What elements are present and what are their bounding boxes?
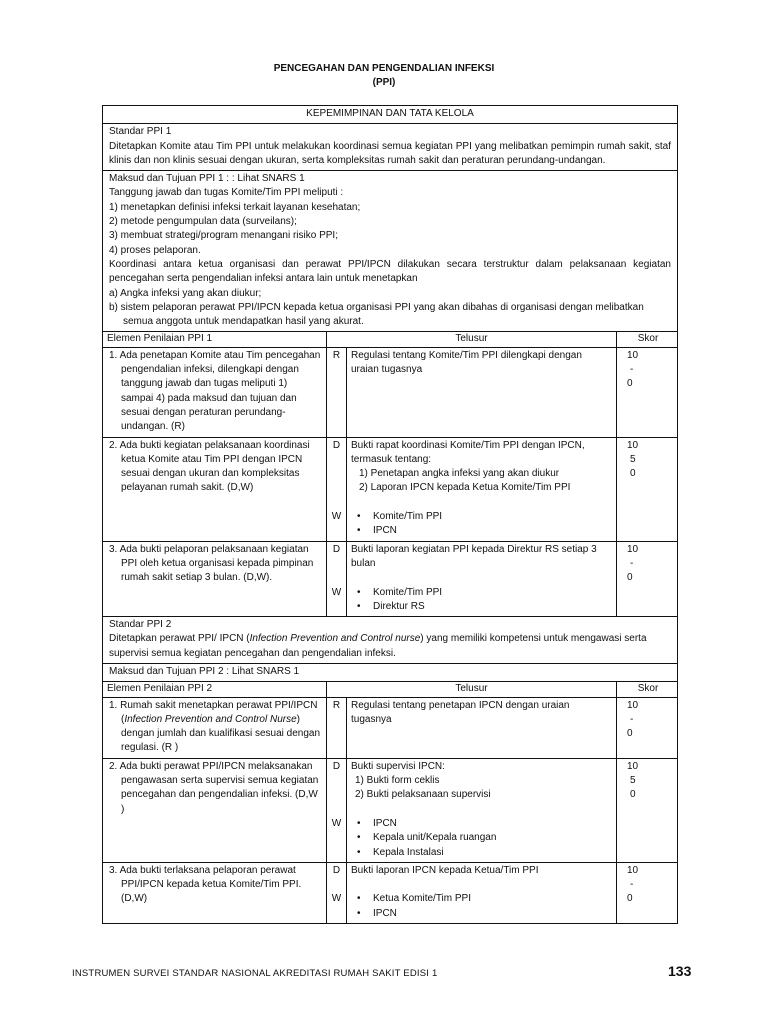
- list-item: 1) menetapkan definisi infeksi terkait layanan kesehatan;: [109, 201, 361, 213]
- skor-cell: 10 - 0: [627, 699, 639, 740]
- elemen-penilaian-text: 1. Ada penetapan Komite atau Tim pencegahan pengendalian infeksi, dilengkapi dengan tanggung jawab dan tugas meliputi 1) sampai 4) pada maksud dan tujuan dan sesuai dengan peraturan perundang-undangan. (R): [103, 348, 327, 437]
- method-marker: R: [327, 698, 347, 758]
- table-row: [102, 438, 678, 542]
- skor-cell: 10 - 0: [627, 543, 639, 584]
- table-row: [102, 542, 678, 617]
- standar-ppi-1: [102, 124, 678, 171]
- skor-cell: 10 5 0: [627, 760, 639, 801]
- method-marker: D W: [327, 438, 347, 541]
- document-title: PENCEGAHAN DAN PENGENDALIAN INFEKSI: [273, 63, 495, 74]
- method-marker: R: [327, 348, 347, 437]
- table-row: [102, 759, 678, 863]
- telusur-cell: Bukti rapat koordinasi Komite/Tim PPI dengan IPCN, termasuk tentang: 1) Penetapan angka infeksi yang akan diukur 2) Laporan IPCN kepada Ketua Komite/Tim PPI • Komite/Tim PPI • IPCN: [347, 438, 617, 541]
- table-row: [102, 348, 678, 438]
- standar-ppi-2: [102, 617, 678, 664]
- telusur-cell: Bukti laporan kegiatan PPI kepada Direktur RS setiap 3 bulan • Komite/Tim PPI • Direktur RS: [347, 542, 617, 616]
- elemen-penilaian-text: 3. Ada bukti pelaporan pelaksanaan kegiatan PPI oleh ketua organisasi kepada pimpinan rumah sakit setiap 3 bulan. (D,W).: [103, 542, 327, 616]
- page-number: 133: [668, 963, 692, 979]
- table-row: [102, 698, 678, 759]
- section-header: KEPEMIMPINAN DAN TATA KELOLA: [102, 105, 678, 124]
- header-telusur: Telusur: [327, 682, 617, 696]
- elemen-penilaian-text: 1. Rumah sakit menetapkan perawat PPI/IPCN (Infection Prevention and Control Nurse) dengan jumlah dan kualifikasi sesuai dengan regulasi. (R ): [103, 698, 327, 758]
- method-marker: D W: [327, 542, 347, 616]
- tugas-list: [109, 201, 671, 258]
- telusur-cell: Regulasi tentang Komite/Tim PPI dilengkapi dengan uraian tugasnya: [347, 348, 617, 437]
- maksud-tujuan-intro: Tanggung jawab dan tugas Komite/Tim PPI meliputi :: [109, 187, 344, 199]
- table-header-ppi-2: [102, 682, 678, 697]
- method-marker: D W: [327, 759, 347, 862]
- skor-cell: 10 - 0: [627, 864, 639, 905]
- table-header-ppi-1: [102, 332, 678, 347]
- telusur-cell: Bukti supervisi IPCN: 1) Bukti form ceklis 2) Bukti pelaksanaan supervisi • IPCN • Kepala unit/Kepala ruangan • Kepala Instalasi: [347, 759, 617, 862]
- maksud-tujuan-ppi-1-label: Maksud dan Tujuan PPI 1 : : Lihat SNARS 1: [109, 173, 305, 185]
- list-item: 2) metode pengumpulan data (surveilans);: [109, 216, 297, 228]
- header-skor: Skor: [637, 683, 659, 695]
- list-item: 4) proses pelaporan.: [109, 244, 201, 256]
- maksud-tujuan-paragraph: Koordinasi antara ketua organisasi dan perawat PPI/IPCN dilakukan secara terstruktur dalam pelaksanaan kegiatan pencegahan serta pengendalian infeksi antara lain untuk menetapkan: [109, 258, 671, 285]
- standar-ppi-2-label: Standar PPI 2: [109, 619, 172, 631]
- header-skor: Skor: [637, 333, 659, 345]
- header-elemen-penilaian: Elemen Penilaian PPI 1: [103, 332, 327, 346]
- method-marker: D W: [327, 863, 347, 923]
- document-subtitle: (PPI): [372, 77, 396, 88]
- table-row: [102, 863, 678, 924]
- standar-ppi-2-text: Ditetapkan perawat PPI/ IPCN (Infection Prevention and Control nurse) yang memiliki kompetensi untuk mengawasi serta supervisi semua kegiatan pencegahan dan pengendalian infeksi.: [109, 633, 647, 659]
- list-item: a) Angka infeksi yang akan diukur;: [109, 287, 262, 299]
- list-item: b) sistem pelaporan perawat PPI/IPCN kepada ketua organisasi PPI yang akan dibahas di organisasi dengan melibatkan semua anggota untuk mendapatkan hasil yang akurat.: [109, 301, 644, 328]
- elemen-penilaian-text: 3. Ada bukti terlaksana pelaporan perawat PPI/IPCN kepada ketua Komite/Tim PPI. (D,W): [103, 863, 327, 923]
- elemen-penilaian-text: 2. Ada bukti kegiatan pelaksanaan koordinasi ketua Komite atau Tim PPI dengan IPCN sesuai dengan ukuran dan kompleksitas pelayanan rumah sakit. (D,W): [103, 438, 327, 541]
- telusur-cell: Regulasi tentang penetapan IPCN dengan uraian tugasnya: [347, 698, 617, 758]
- menetapkan-list: [109, 287, 671, 330]
- header-telusur: Telusur: [327, 332, 617, 346]
- elemen-penilaian-text: 2. Ada bukti perawat PPI/IPCN melaksanakan pengawasan serta supervisi semua kegiatan pencegahan dan pengendalian infeksi. (D,W ): [103, 759, 327, 862]
- maksud-tujuan-ppi-1: [102, 171, 678, 332]
- footer-text: INSTRUMEN SURVEI STANDAR NASIONAL AKREDITASI RUMAH SAKIT EDISI 1: [72, 968, 438, 979]
- list-item: 3) membuat strategi/program menangani risiko PPI;: [109, 230, 338, 242]
- maksud-tujuan-ppi-2: Maksud dan Tujuan PPI 2 : Lihat SNARS 1: [102, 664, 678, 682]
- standards-table: [102, 105, 678, 924]
- telusur-cell: Bukti laporan IPCN kepada Ketua/Tim PPI • Ketua Komite/Tim PPI • IPCN: [347, 863, 617, 923]
- skor-cell: 10 - 0: [627, 349, 639, 390]
- header-elemen-penilaian: Elemen Penilaian PPI 2: [103, 682, 327, 696]
- standar-ppi-1-text: Ditetapkan Komite atau Tim PPI untuk melakukan koordinasi semua kegiatan PPI yang melibatkan pemimpin rumah sakit, staf klinis dan non klinis sesuai dengan ukuran, serta kompleksitas rumah sakit dan peraturan perundang-undangan.: [109, 140, 671, 166]
- standar-ppi-1-label: Standar PPI 1: [109, 126, 172, 138]
- skor-cell: 10 5 0: [627, 439, 639, 480]
